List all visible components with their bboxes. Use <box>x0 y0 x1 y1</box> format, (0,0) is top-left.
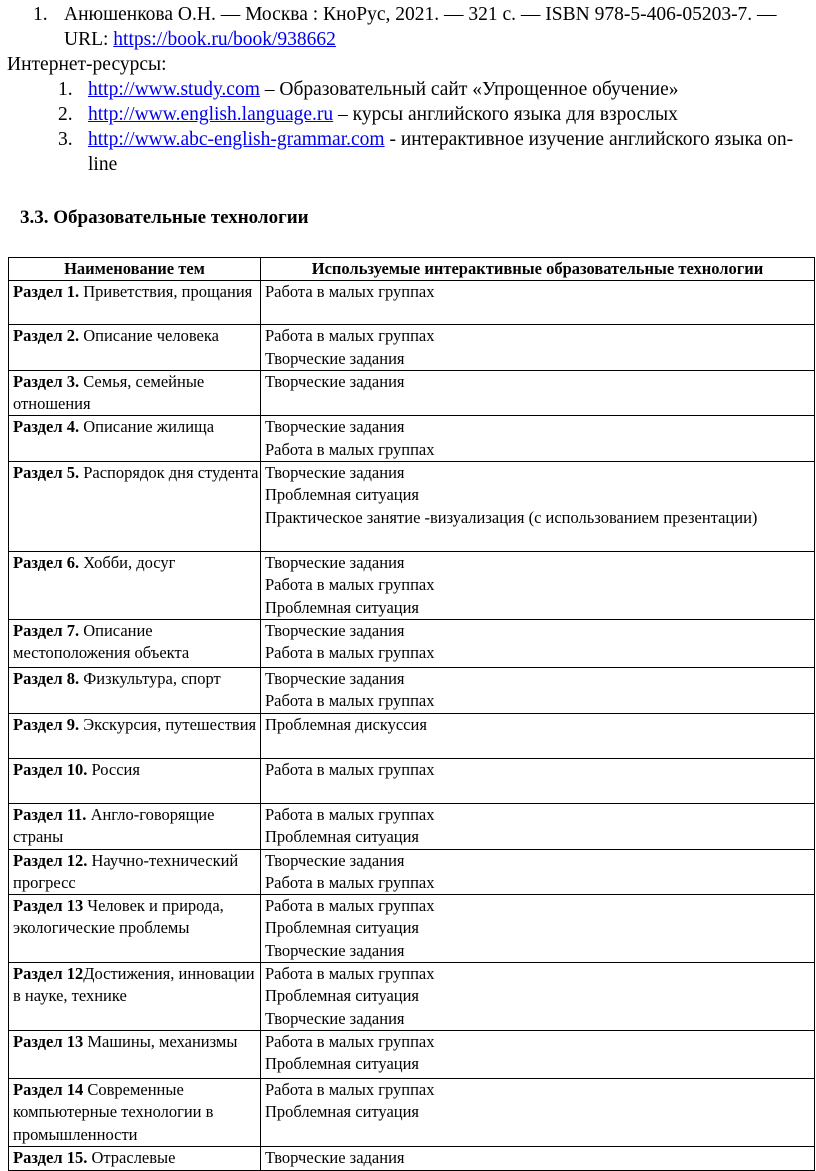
section-topic: Распорядок дня студента <box>79 463 259 483</box>
section-number: Раздел 1. <box>13 282 80 302</box>
section-topic: Описание человека <box>79 326 219 346</box>
technology-item: Проблемная дискуссия <box>265 714 427 734</box>
topic-cell <box>9 552 261 620</box>
technology-item: Работа в малых группах <box>265 643 435 663</box>
technology-item: Творческие задания <box>265 620 405 640</box>
technologies-cell <box>261 1078 815 1146</box>
section-topic: Современные компьютерные технологии в промышленности <box>13 1079 214 1144</box>
table-row <box>9 895 815 963</box>
section-topic: Россия <box>87 759 140 779</box>
section-number: Раздел 4. <box>13 417 80 437</box>
book-link[interactable]: https://book.ru/book/938662 <box>113 29 336 50</box>
technology-item: Проблемная ситуация <box>265 918 420 938</box>
list-item <box>0 127 816 177</box>
technology-item: Работа в малых группах <box>265 282 435 302</box>
section-number: Раздел 14 <box>13 1079 84 1099</box>
topic-cell <box>9 895 261 963</box>
book-citation: Анюшенкова О.Н. — Москва : КноРус, 2021. — 321 с. — ISBN 978-5-406-05203-7. — URL: <box>64 4 777 50</box>
technology-item: Проблемная ситуация <box>265 1102 420 1122</box>
topic-cell <box>9 1146 261 1170</box>
technology-item: Творческие задания <box>265 1147 405 1167</box>
technologies-cell <box>261 1030 815 1078</box>
resource-description: – Образовательный сайт «Упрощенное обучение» <box>259 79 679 100</box>
list-number: 1. <box>33 4 48 25</box>
table-row <box>9 325 815 371</box>
table-row <box>9 416 815 462</box>
topic-cell <box>9 370 261 416</box>
section-topic: Человек и природа, экологические проблемы <box>13 896 224 938</box>
table-header-row <box>9 258 815 281</box>
table-row <box>9 462 815 552</box>
technology-item: Работа в малых группах <box>265 872 435 892</box>
section-number: Раздел 9. <box>13 714 80 734</box>
section-number: Раздел 7. <box>13 620 80 640</box>
section-number: Раздел 15. <box>13 1147 88 1167</box>
technology-item: Творческие задания <box>265 1008 405 1028</box>
list-number: 3. <box>58 129 73 150</box>
technologies-cell <box>261 370 815 416</box>
technology-item: Творческие задания <box>265 668 405 688</box>
technology-item: Творческие задания <box>265 553 405 573</box>
technology-item: Творческие задания <box>265 371 405 391</box>
section-topic: Машины, механизмы <box>83 1031 238 1051</box>
topic-cell <box>9 619 261 667</box>
technology-item: Работа в малых группах <box>265 964 435 984</box>
list-item <box>0 102 816 127</box>
section-title: 3.3. Образовательные технологии <box>20 207 309 228</box>
technology-item: Творческие задания <box>265 850 405 870</box>
topic-cell <box>9 713 261 758</box>
section-number: Раздел 13 <box>13 896 84 916</box>
section-number: Раздел 12. <box>13 850 88 870</box>
technology-item: Практическое занятие -визуализация (с использованием презентации) <box>265 507 758 527</box>
technologies-cell <box>261 281 815 325</box>
table-row <box>9 963 815 1031</box>
topic-cell <box>9 416 261 462</box>
technologies-cell <box>261 963 815 1031</box>
section-number: Раздел 6. <box>13 553 80 573</box>
table-row <box>9 552 815 620</box>
table-row <box>9 803 815 849</box>
section-topic: Научно-технический прогресс <box>13 850 239 892</box>
technologies-table <box>8 257 815 1171</box>
table-row <box>9 1146 815 1170</box>
topic-cell <box>9 1078 261 1146</box>
technology-item: Проблемная ситуация <box>265 827 420 847</box>
topic-cell <box>9 325 261 371</box>
section-number: Раздел 8. <box>13 668 80 688</box>
section-topic: Англо-говорящие страны <box>13 804 215 847</box>
section-number: Раздел 3. <box>13 371 80 391</box>
table-row <box>9 713 815 758</box>
header-topics: Наименование тем <box>9 258 261 281</box>
section-topic: Описание жилища <box>79 417 215 437</box>
references-block <box>0 2 816 177</box>
technology-item: Работа в малых группах <box>265 575 435 595</box>
section-topic: Хобби, досуг <box>79 553 176 573</box>
table-row <box>9 370 815 416</box>
header-technologies: Используемые интерактивные образовательные технологии <box>261 258 815 281</box>
technologies-cell <box>261 895 815 963</box>
book-reference <box>0 2 816 52</box>
section-number: Раздел 13 <box>13 1031 84 1051</box>
technologies-cell <box>261 416 815 462</box>
section-number: Раздел 10. <box>13 759 88 779</box>
table-row <box>9 619 815 667</box>
topic-cell <box>9 803 261 849</box>
technologies-cell <box>261 1146 815 1170</box>
technologies-cell <box>261 619 815 667</box>
topic-cell <box>9 1030 261 1078</box>
table-row <box>9 758 815 803</box>
list-number: 2. <box>58 104 73 125</box>
topic-cell <box>9 462 261 552</box>
technologies-cell <box>261 803 815 849</box>
technologies-cell <box>261 713 815 758</box>
technologies-cell <box>261 758 815 803</box>
resource-link[interactable]: http://www.english.language.ru <box>88 104 334 125</box>
technology-item: Творческие задания <box>265 940 405 960</box>
table-row <box>9 667 815 713</box>
topic-cell <box>9 849 261 895</box>
technology-item: Работа в малых группах <box>265 1079 435 1099</box>
technologies-cell <box>261 462 815 552</box>
technologies-cell <box>261 849 815 895</box>
technology-item: Проблемная ситуация <box>265 1054 420 1074</box>
book-list <box>0 2 816 52</box>
section-topic: Отраслевые <box>87 1147 176 1167</box>
technology-item: Проблемная ситуация <box>265 986 420 1006</box>
section-topic: Семья, семейные отношения <box>13 371 205 414</box>
technology-item: Работа в малых группах <box>265 1031 435 1051</box>
resource-description: – курсы английского языка для взрослых <box>333 104 678 125</box>
table-row <box>9 849 815 895</box>
list-item <box>0 77 816 102</box>
topic-cell <box>9 667 261 713</box>
technologies-cell <box>261 552 815 620</box>
technology-item: Творческие задания <box>265 417 405 437</box>
technology-item: Творческие задания <box>265 348 405 368</box>
internet-resources-heading: Интернет-ресурсы: <box>7 54 167 75</box>
technology-item: Работа в малых группах <box>265 326 435 346</box>
section-topic: Приветствия, прощания <box>79 282 253 302</box>
list-number: 1. <box>58 79 73 100</box>
technology-item: Работа в малых группах <box>265 759 435 779</box>
technology-item: Творческие задания <box>265 463 405 483</box>
resource-description: - интерактивное изучение английского языка on-line <box>88 129 794 175</box>
resource-link[interactable]: http://www.study.com <box>88 79 260 100</box>
table-row <box>9 1030 815 1078</box>
table-row <box>9 1078 815 1146</box>
technology-item: Работа в малых группах <box>265 439 435 459</box>
technologies-cell <box>261 325 815 371</box>
section-topic: Экскурсия, путешествия <box>79 714 257 734</box>
topic-cell <box>9 758 261 803</box>
topic-cell <box>9 281 261 325</box>
resource-link[interactable]: http://www.abc-english-grammar.com <box>88 129 385 150</box>
internet-resources-list <box>0 77 816 177</box>
section-topic: Физкультура, спорт <box>79 668 221 688</box>
technology-item: Работа в малых группах <box>265 804 435 824</box>
technologies-cell <box>261 667 815 713</box>
section-topic: Описание местоположения объекта <box>13 620 190 663</box>
table-body <box>9 281 815 1171</box>
technology-item: Работа в малых группах <box>265 896 435 916</box>
technology-item: Проблемная ситуация <box>265 597 420 617</box>
topic-cell <box>9 963 261 1031</box>
section-topic: Достижения, инновации в науке, технике <box>13 964 255 1006</box>
technology-item: Проблемная ситуация <box>265 485 420 505</box>
section-number: Раздел 12 <box>13 964 84 984</box>
section-number: Раздел 2. <box>13 326 80 346</box>
section-number: Раздел 11. <box>13 804 87 824</box>
technology-item: Работа в малых группах <box>265 691 435 711</box>
table-row <box>9 281 815 325</box>
section-number: Раздел 5. <box>13 463 80 483</box>
